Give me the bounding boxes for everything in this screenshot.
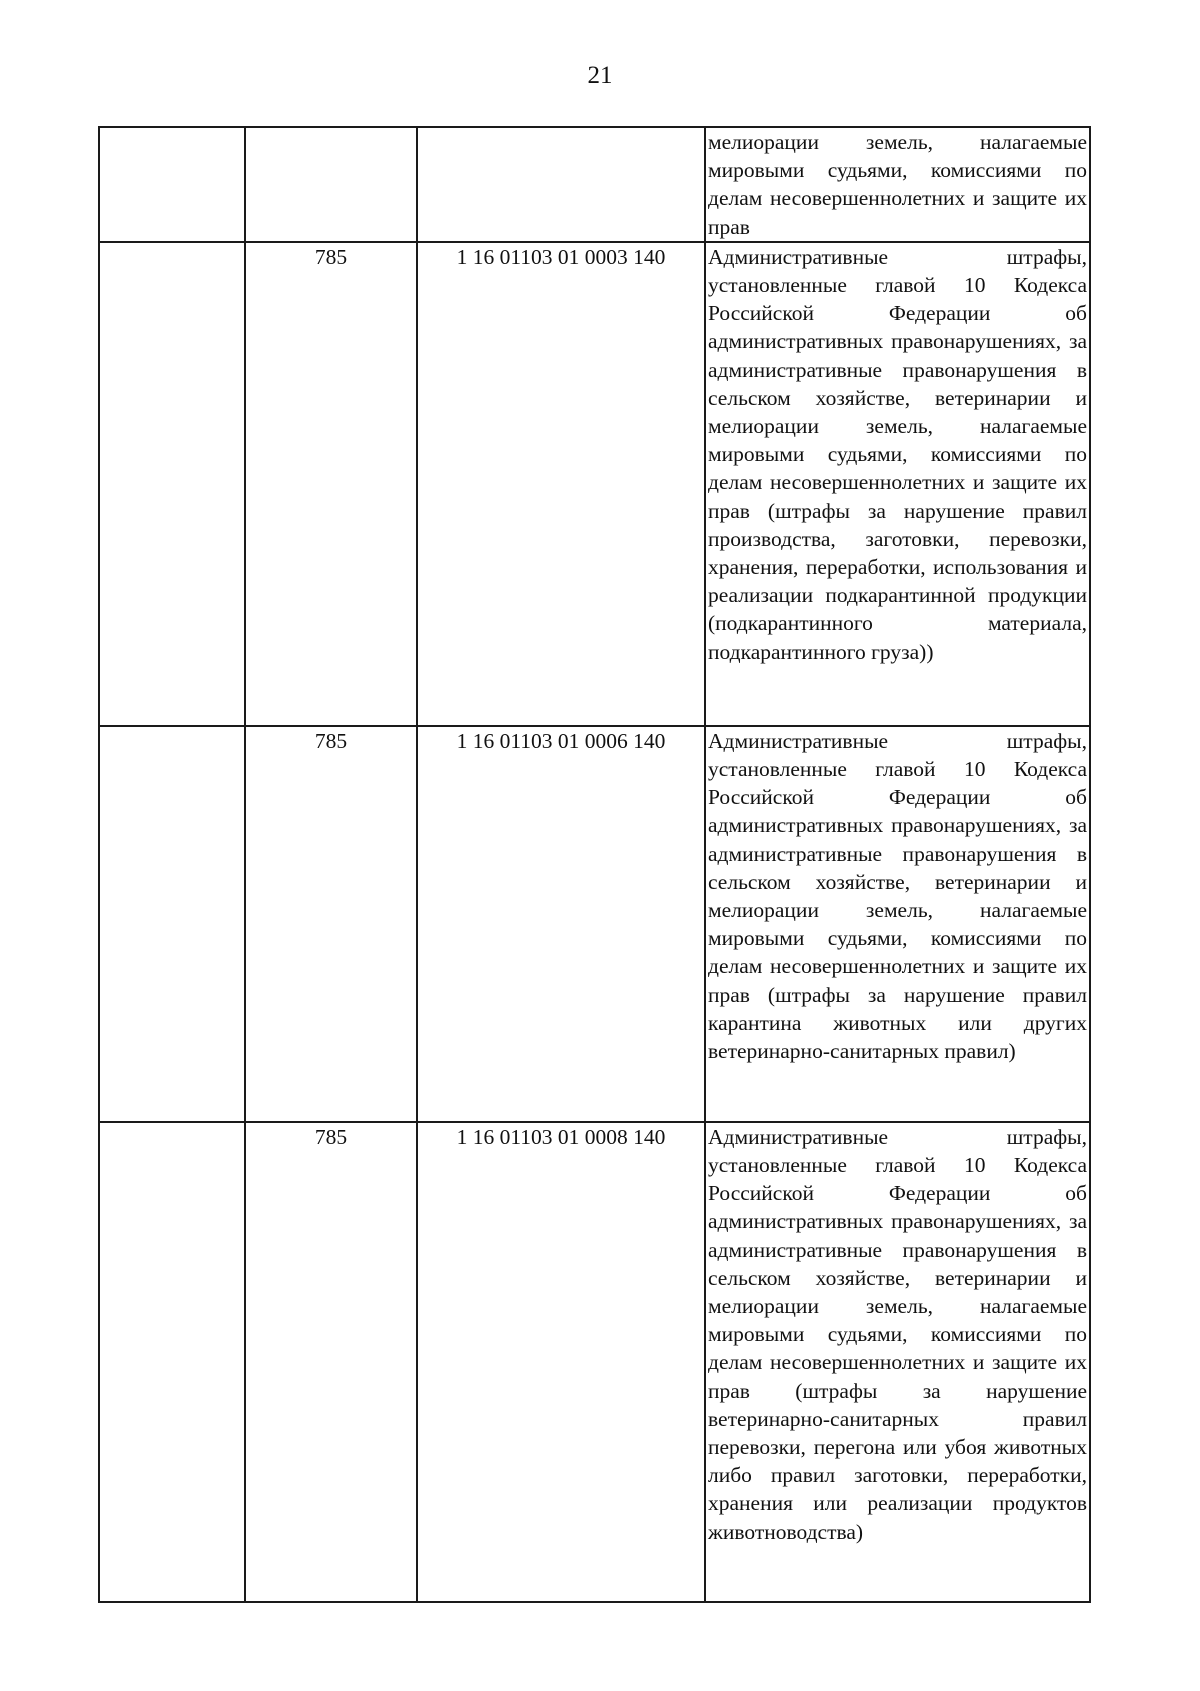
kbk-code-cell [417, 127, 705, 242]
table-row [99, 726, 1090, 1122]
table-row [99, 1122, 1090, 1602]
admin-code-cell: 785 [245, 1122, 417, 1602]
admin-code-cell: 785 [245, 726, 417, 1122]
description-text: мелиорации земель, налагаемые мировыми судьями, комиссиями по делам несовершеннолетних и защите их прав [708, 130, 1087, 239]
page-number: 21 [587, 62, 613, 89]
row-number-cell [99, 127, 245, 242]
description-text: Административные штрафы, установленные главой 10 Кодекса Российской Федерации об административных правонарушениях, за административные правонарушения в сельском хозяйстве, ветеринарии и мелиорации земель, налагаемые мировыми судьями, комиссиями по делам несовершеннолетних и защите их прав (штрафы за нарушение ветеринарно-санитарных правил перевозки, перегона или убоя животных либо правил заготовки, переработки, хранения или реализации продуктов животноводства) [708, 1124, 1087, 1544]
description-cell [705, 127, 1090, 242]
budget-classification-table [98, 126, 1091, 1603]
kbk-code-cell: 1 16 01103 01 0003 140 [417, 242, 705, 726]
admin-code-cell: 785 [245, 242, 417, 726]
description-cell [705, 726, 1090, 1122]
description-cell [705, 1122, 1090, 1602]
kbk-code-cell: 1 16 01103 01 0008 140 [417, 1122, 705, 1602]
table-row [99, 242, 1090, 726]
row-number-cell [99, 726, 245, 1122]
row-number-cell [99, 1122, 245, 1602]
row-number-cell [99, 242, 245, 726]
description-cell [705, 242, 1090, 726]
admin-code-cell [245, 127, 417, 242]
description-text: Административные штрафы, установленные главой 10 Кодекса Российской Федерации об административных правонарушениях, за административные правонарушения в сельском хозяйстве, ветеринарии и мелиорации земель, налагаемые мировыми судьями, комиссиями по делам несовершеннолетних и защите их прав (штрафы за нарушение правил карантина животных или других ветеринарно-санитарных правил) [708, 728, 1087, 1064]
table-row [99, 127, 1090, 242]
description-text: Административные штрафы, установленные главой 10 Кодекса Российской Федерации об административных правонарушениях, за административные правонарушения в сельском хозяйстве, ветеринарии и мелиорации земель, налагаемые мировыми судьями, комиссиями по делам несовершеннолетних и защите их прав (штрафы за нарушение правил производства, заготовки, перевозки, хранения, переработки, использования и реализации подкарантинной продукции (подкарантинного материала, подкарантинного груза)) [708, 244, 1087, 664]
kbk-code-cell: 1 16 01103 01 0006 140 [417, 726, 705, 1122]
